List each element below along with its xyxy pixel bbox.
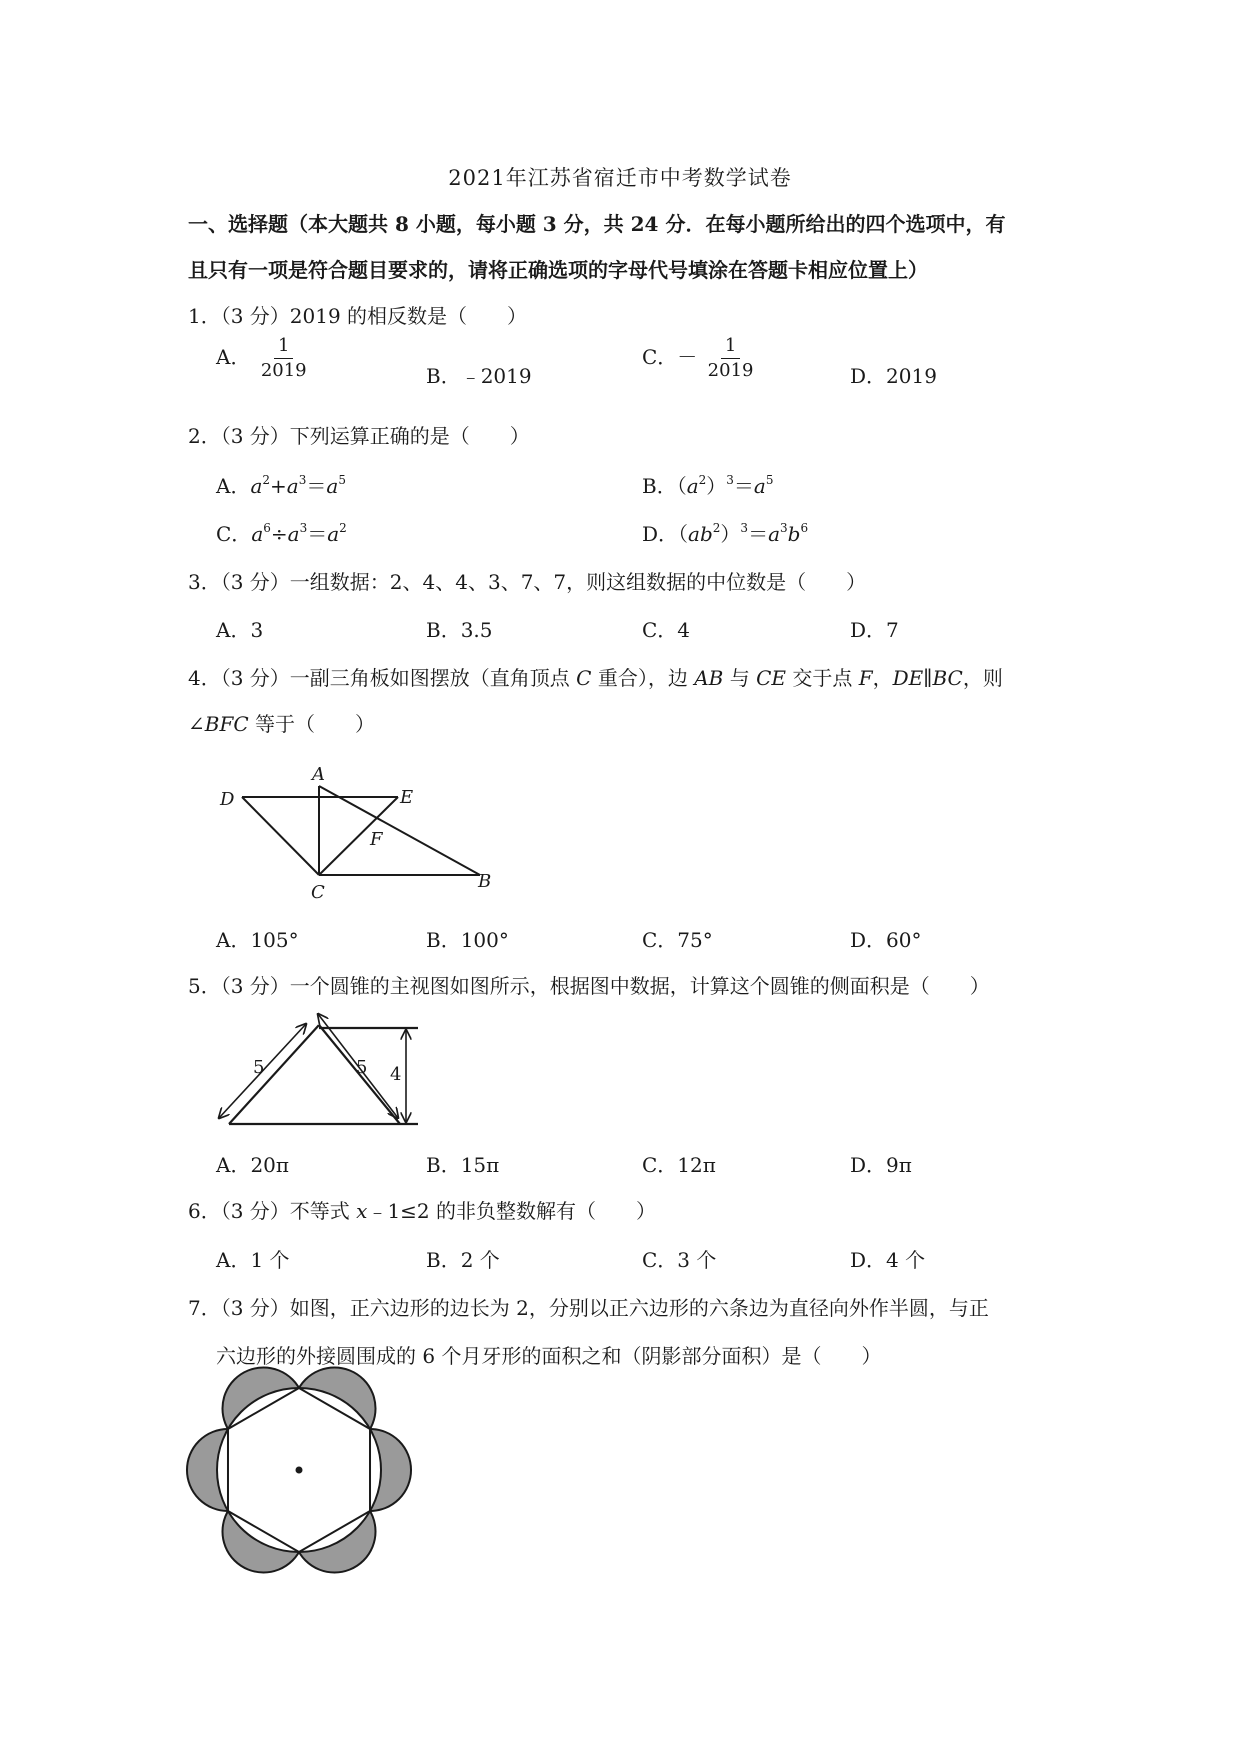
q2-d-eq: ＝ — [748, 522, 769, 546]
q4-label-e: E — [400, 787, 414, 808]
q6-stem-x: x — [356, 1199, 368, 1223]
q2-a-op: + — [270, 474, 287, 498]
q4-label-d: D — [220, 789, 235, 810]
q2-a-var3: a — [326, 474, 339, 498]
q3-option-c: C．4 — [642, 618, 691, 642]
q2-c-exp1: 6 — [263, 521, 271, 535]
q2-c-exp3: 2 — [339, 521, 347, 535]
q3-stem: 3．（3 分）一组数据：2、4、4、3、7、7，则这组数据的中位数是（ ） — [188, 570, 867, 594]
q2-option-d-label: D． — [642, 522, 679, 546]
q6-option-a: A．1 个 — [216, 1248, 290, 1272]
q2-d-exp1: 2 — [712, 521, 721, 535]
q2-b-var2: a — [753, 474, 766, 498]
q4-option-b: B．100° — [426, 928, 509, 952]
q2-b-exp3: 5 — [765, 473, 774, 487]
q1-option-b: B．﹣2019 — [426, 364, 532, 388]
q5-option-d: D．9π — [850, 1153, 912, 1177]
q3-option-a: A．3 — [216, 618, 264, 642]
q3-option-d: D．7 — [850, 618, 899, 642]
q4-stem-ce: CE — [756, 666, 786, 690]
q2-a-exp2: 3 — [298, 473, 307, 487]
q2-stem: 2．（3 分）下列运算正确的是（ ） — [188, 424, 530, 448]
q1-option-d: D．2019 — [850, 364, 937, 388]
q2-b-rparen: ） — [706, 474, 727, 498]
q2-d-exp2: 3 — [740, 521, 749, 535]
q4-label-b: B — [478, 871, 492, 892]
q5-label-right: 5 — [356, 1057, 368, 1078]
q1-option-a-denominator: 2019 — [260, 359, 307, 381]
q6-option-c: C．3 个 — [642, 1248, 717, 1272]
q1-stem: 1．（3 分）2019 的相反数是（ ） — [188, 304, 528, 328]
q5-option-b: B．15π — [426, 1153, 500, 1177]
q2-c-var2: a — [287, 522, 300, 546]
q2-b-exp1: 2 — [698, 473, 707, 487]
q2-d-rparen: ） — [720, 522, 741, 546]
q2-c-var3: a — [327, 522, 340, 546]
q2-a-var1: a — [250, 474, 263, 498]
section-header-line1: 一、选择题（本大题共 8 小题，每小题 3 分，共 24 分．在每小题所给出的四个选项中，有 — [188, 212, 1006, 236]
q4-stem-part1: 4．（3 分）一副三角板如图摆放（直角顶点 — [188, 666, 577, 690]
q2-c-var1: a — [251, 522, 264, 546]
q2-a-var2: a — [286, 474, 299, 498]
q1-option-c-denominator: 2019 — [707, 359, 754, 381]
q4-stem-rest: 等于（ ） — [248, 712, 375, 736]
q2-d-var2: a — [768, 522, 780, 546]
q2-a-exp1: 2 — [262, 473, 271, 487]
q4-stem-part3: 与 — [723, 666, 757, 690]
q7-stem-line2: 六边形的外接圆围成的 6 个月牙形的面积之和（阴影部分面积）是（ ） — [216, 1344, 882, 1368]
q4-stem-part5: ， — [872, 666, 893, 690]
q6-stem-part2: ﹣1≤2 的非负整数解有（ ） — [367, 1199, 657, 1223]
q7-stem-line1: 7．（3 分）如图，正六边形的边长为 2，分别以正六边形的六条边为直径向外作半圆，与正 — [188, 1296, 989, 1320]
q3-option-b: B．3.5 — [426, 618, 493, 642]
q2-d-var1: ab — [688, 522, 713, 546]
q4-stem-angle: ∠BFC — [188, 712, 249, 736]
q7-center-dot — [296, 1467, 303, 1474]
q4-stem-c: C — [576, 666, 592, 690]
q2-c-op: ÷ — [270, 522, 288, 546]
q2-option-a-label: A． — [216, 474, 251, 498]
q4-stem-part4: 交于点 — [785, 666, 859, 690]
q2-d-lparen: （ — [678, 522, 689, 546]
q6-option-d: D．4 个 — [850, 1248, 926, 1272]
q5-option-a: A．20π — [216, 1153, 290, 1177]
q2-b-exp2: 3 — [726, 473, 734, 487]
q4-label-a: A — [312, 764, 325, 785]
q4-stem-f: F — [858, 666, 873, 690]
section-header-line2: 且只有一项是符合题目要求的，请将正确选项的字母代号填涂在答题卡相应位置上） — [188, 258, 928, 282]
q2-option-c-label: C． — [216, 522, 252, 546]
q4-stem-ab: AB — [694, 666, 724, 690]
q4-option-a: A．105° — [216, 928, 299, 952]
q2-a-exp3: 5 — [338, 473, 346, 487]
q2-d-var3: b — [787, 522, 801, 546]
q4-label-c: C — [311, 882, 325, 903]
q2-c-exp2: 3 — [299, 521, 308, 535]
q1-option-a-label: A． — [216, 344, 251, 369]
q2-b-eq: ＝ — [733, 474, 754, 498]
q6-stem-part1: 6．（3 分）不等式 — [188, 1199, 357, 1223]
q1-option-c-numerator: 1 — [721, 336, 740, 359]
q5-stem: 5．（3 分）一个圆锥的主视图如图所示，根据图中数据，计算这个圆锥的侧面积是（ ） — [188, 974, 990, 998]
exam-title: 2021年江苏省宿迁市中考数学试卷 — [448, 166, 792, 190]
q6-option-b: B．2 个 — [426, 1248, 500, 1272]
q2-c-eq: ＝ — [307, 522, 328, 546]
q5-option-c: C．12π — [642, 1153, 716, 1177]
q1-option-c-label: C．－ — [642, 344, 698, 369]
q2-b-var1: a — [686, 474, 699, 498]
q2-b-lparen: （ — [676, 474, 687, 498]
q4-option-c: C．75° — [642, 928, 713, 952]
q1-option-a-numerator: 1 — [274, 336, 293, 359]
q4-stem-part2: 重合），边 — [591, 666, 695, 690]
q4-label-f: F — [370, 829, 383, 850]
q4-option-d: D．60° — [850, 928, 922, 952]
q4-stem-part6: ，则 — [962, 666, 1003, 690]
q2-option-b-label: B． — [642, 474, 677, 498]
q2-d-exp3: 3 — [780, 521, 788, 535]
q5-label-height: 4 — [390, 1064, 402, 1085]
q2-d-exp4: 6 — [800, 521, 809, 535]
q2-a-eq: ＝ — [306, 474, 327, 498]
q4-stem-debc: DE∥BC — [892, 666, 963, 690]
q5-label-left: 5 — [253, 1057, 265, 1078]
